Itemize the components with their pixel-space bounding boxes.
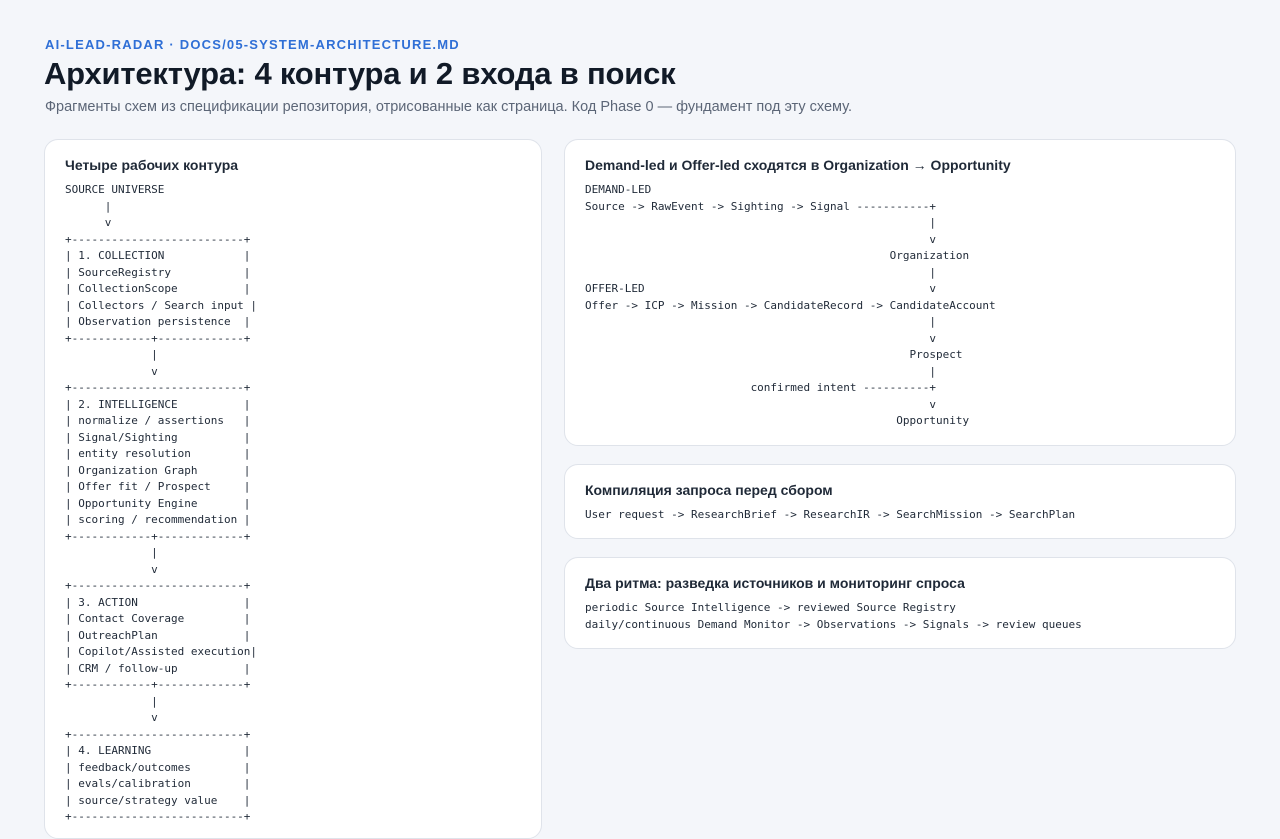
compile-card bbox=[564, 464, 1236, 539]
compile-card-title: Компиляция запроса перед сбором bbox=[585, 482, 833, 498]
rhythms-diagram: periodic Source Intelligence -> reviewed Source Registry daily/continuous Demand Monitor -> Observations -> Signals -> review queues bbox=[585, 601, 1082, 631]
page-title: Архитектура: 4 контура и 2 входа в поиск bbox=[44, 56, 676, 91]
page-subtitle: Фрагменты схем из спецификации репозитория, отрисованные как страница. Код Phase 0 — фундамент под эту схему. bbox=[45, 99, 852, 115]
contours-card bbox=[44, 139, 542, 839]
compile-diagram: User request -> ResearchBrief -> ResearchIR -> SearchMission -> SearchPlan bbox=[585, 508, 1076, 521]
rhythms-card bbox=[564, 557, 1236, 649]
merge-card bbox=[564, 139, 1236, 446]
contours-diagram: SOURCE UNIVERSE | v +--------------------------+ | 1. COLLECTION | | SourceRegistry | | CollectionScope | | Collectors / Search input | | Observation persistence | +------------+-------------+ | v +--------------------------+ | 2. INTELLIGENCE | | normalize / assertions | | Signal/Sighting | | entity resolution | | Organization Graph | | Offer fit / Prospect | | Opportunity Engine | | scoring / recommendation | +------------+-------------+ | v +--------------------------+ | 3. ACTION | | Contact Coverage | | OutreachPlan | | Copilot/Assisted execution| | CRM / follow-up | +------------+-------------+ | v +--------------------------+ | 4. LEARNING | | feedback/outcomes | | evals/calibration | | source/strategy value | +--------------------------+ bbox=[65, 183, 258, 823]
doc-path-kicker: AI-LEAD-RADAR · DOCS/05-SYSTEM-ARCHITECTURE.MD bbox=[45, 37, 460, 52]
rhythms-card-title: Два ритма: разведка источников и мониторинг спроса bbox=[585, 575, 965, 591]
merge-card-title: Demand-led и Offer-led сходятся в Organization → Opportunity bbox=[585, 157, 1011, 173]
contours-card-title: Четыре рабочих контура bbox=[65, 157, 239, 173]
merge-diagram: DEMAND-LED Source -> RawEvent -> Sighting -> Signal -----------+ | v Organization | OFFER-LED v Offer -> ICP -> Mission -> CandidateRecord -> CandidateAccount | v Prospect | confirmed intent ----------+ v Opportunity bbox=[585, 183, 996, 427]
